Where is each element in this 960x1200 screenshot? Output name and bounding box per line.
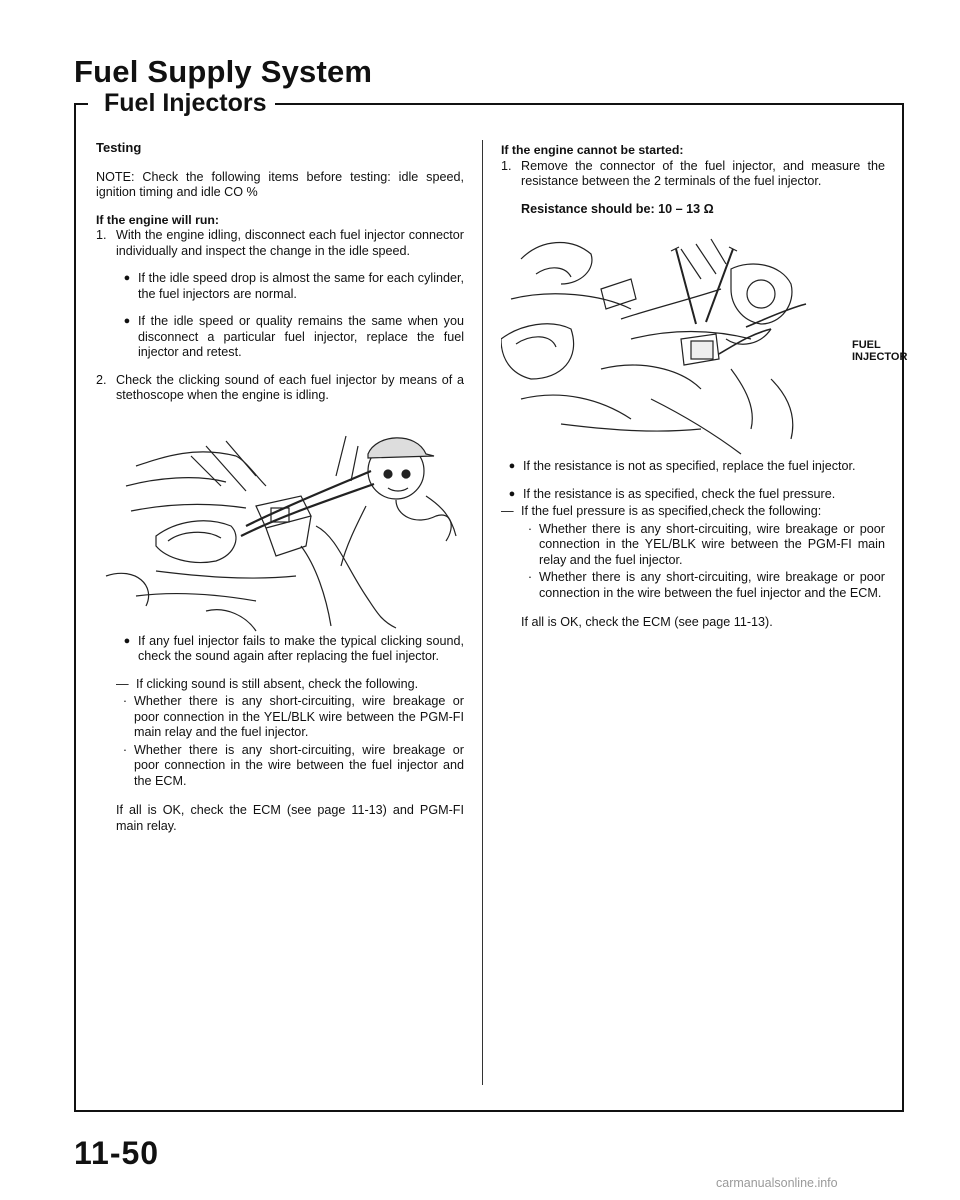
condition-engine-no-start: If the engine cannot be started: <box>501 143 684 157</box>
bullet-text: If the idle speed or quality remains the same when you disconnect a particular fuel injector, replace the fuel injector and retest. <box>138 314 464 359</box>
dot-text: Whether there is any short-circuiting, wire breakage or poor connection in the wire between the fuel injector and the ECM. <box>539 570 885 600</box>
step-text: Check the clicking sound of each fuel injector by means of a stethoscope when the engine is idling. <box>116 372 464 402</box>
bullet-text: If the resistance is not as specified, replace the fuel injector. <box>523 459 856 473</box>
bullet-text: If any fuel injector fails to make the typical clicking sound, check the sound again after replacing the fuel injector. <box>138 633 464 663</box>
dot-text: Whether there is any short-circuiting, wire breakage or poor connection in the wire between the fuel injector and the ECM. <box>134 742 464 788</box>
watermark: carmanualsonline.info <box>716 1176 838 1190</box>
frame-right-border <box>902 103 904 1111</box>
right-column <box>501 143 885 643</box>
step-number: 1. <box>501 158 512 173</box>
condition-engine-runs: If the engine will run: <box>96 212 219 227</box>
frame-rule-top <box>240 103 903 105</box>
bullet-item <box>96 271 464 302</box>
dash-text: If the fuel pressure is as specified,check the following: <box>521 504 822 518</box>
bullet-text: If the resistance is as specified, check the fuel pressure. <box>523 486 836 501</box>
step-number: 2. <box>96 372 107 387</box>
section-title: Fuel Injectors <box>96 89 275 118</box>
step-1 <box>501 159 885 190</box>
final-check-text: If all is OK, check the ECM (see page 11-13) and PGM-FI main relay. <box>116 803 464 833</box>
frame-bottom-border <box>74 1110 904 1112</box>
bullet-item <box>96 314 464 361</box>
callout-line: INJECTOR <box>852 351 908 363</box>
bullet-icon: ● <box>508 460 516 472</box>
fuel-injector-illustration <box>501 229 841 459</box>
dash-item <box>96 677 464 693</box>
bullet-icon: ● <box>508 487 516 500</box>
dash-item <box>501 504 885 520</box>
dash-icon: — <box>501 504 514 518</box>
dot-text: Whether there is any short-circuiting, wire breakage or poor connection in the YEL/BLK wire between the PGM-FI main relay and the fuel injector. <box>539 521 885 567</box>
step-1 <box>96 228 464 259</box>
frame-rule-tick <box>74 103 88 105</box>
step-number: 1. <box>96 228 107 242</box>
fuel-injector-callout <box>852 339 907 363</box>
frame-left-border <box>74 103 76 1111</box>
page-number: 11-50 <box>74 1135 160 1171</box>
dot-item <box>96 694 464 741</box>
dot-icon: · <box>122 694 128 708</box>
bullet-item <box>501 459 885 475</box>
testing-heading: Testing <box>96 140 142 155</box>
final-check-text: If all is OK, check the ECM (see page 11-13). <box>521 615 773 629</box>
dot-item <box>96 743 464 790</box>
dot-text: Whether there is any short-circuiting, wire breakage or poor connection in the YEL/BLK wire between the PGM-FI main relay and the fuel injector. <box>134 694 464 739</box>
resistance-spec: Resistance should be: 10 – 13 Ω <box>521 201 714 216</box>
step-2 <box>96 373 464 404</box>
bullet-text: If the idle speed drop is almost the same for each cylinder, the fuel injectors are normal. <box>138 271 464 301</box>
dot-icon: · <box>527 570 533 584</box>
bullet-item <box>96 634 464 665</box>
dot-icon: · <box>122 742 128 757</box>
dot-icon: · <box>527 521 533 536</box>
bullet-icon: ● <box>123 272 131 284</box>
left-column <box>96 140 464 846</box>
stethoscope-illustration <box>96 416 464 634</box>
dot-item <box>501 522 885 569</box>
dash-text: If clicking sound is still absent, check the following. <box>136 676 419 691</box>
step-text: Remove the connector of the fuel injector, and measure the resistance between the 2 terminals of the fuel injector. <box>521 158 885 188</box>
step-text: With the engine idling, disconnect each fuel injector connector individually and inspect the change in the idle speed. <box>116 228 464 258</box>
page-title: Fuel Supply System <box>74 54 373 89</box>
dash-icon: — <box>116 676 129 691</box>
bullet-item <box>501 487 885 503</box>
dot-item <box>501 570 885 601</box>
callout-line: FUEL <box>852 339 881 351</box>
bullet-icon: ● <box>123 315 131 327</box>
testing-note: NOTE: Check the following items before testing: idle speed, ignition timing and idle CO % <box>96 169 464 199</box>
bullet-icon: ● <box>123 634 131 647</box>
column-divider <box>482 140 483 1085</box>
